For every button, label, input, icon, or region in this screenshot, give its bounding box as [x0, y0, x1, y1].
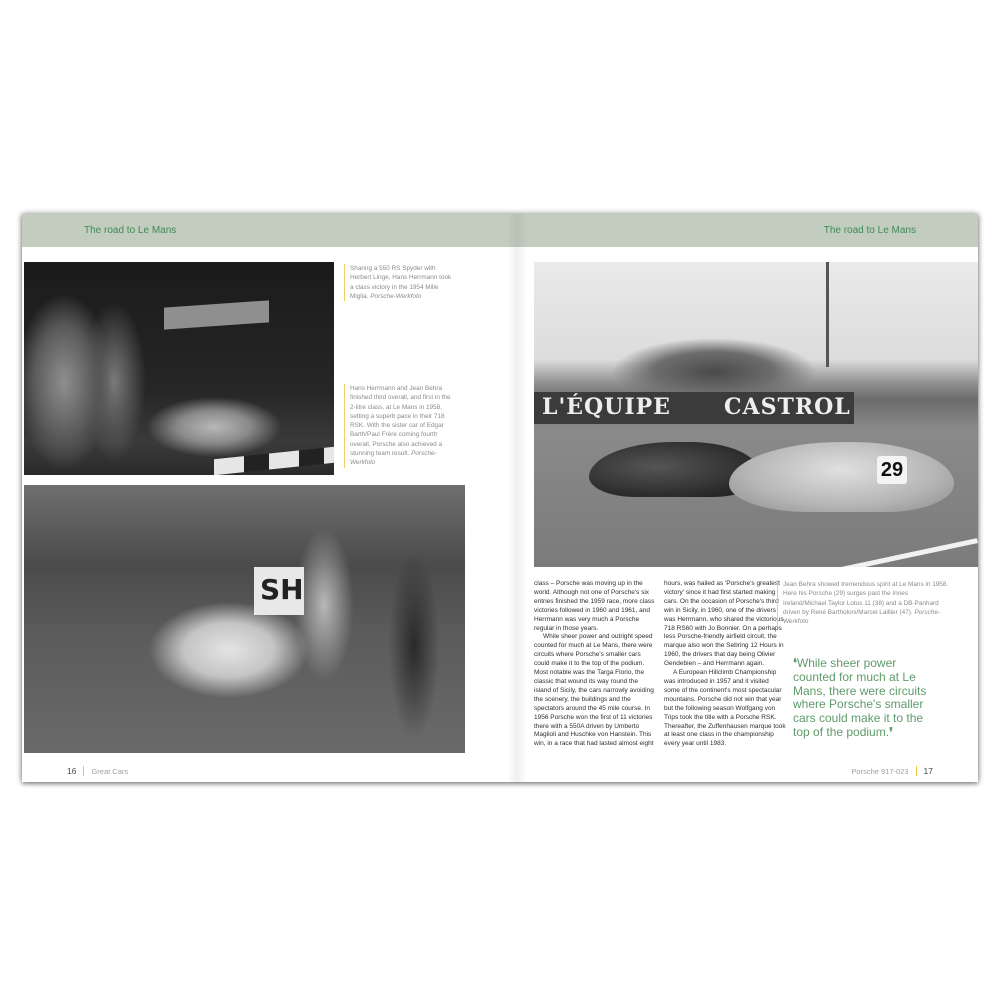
close-quote-icon: ❜ — [889, 724, 893, 739]
book-gutter — [507, 214, 527, 782]
car-number: 29 — [877, 456, 907, 484]
photo-credit: Porsche-Werkfoto — [370, 292, 422, 300]
running-head-right: The road to Le Mans — [823, 225, 916, 236]
body-column-1 — [534, 580, 656, 749]
track-line — [684, 538, 978, 567]
caption-text: Jean Behra showed tremendous spirit at Le Mans in 1958. Here his Porsche (29) surges past the Innes Ireland/Michael Taylor Lotus 11 (38) and a DB-Panhard driven by René Bartholoni/Marcel Laillier (47). — [783, 581, 949, 616]
night-start-photo — [24, 262, 334, 475]
caption-le-mans-1958 — [344, 384, 452, 468]
paragraph: A European Hillclimb Championship was introduced in 1957 and it visited some of the continent's most spectacular mountains. Porsche did not win that year but the following season Wolfgang von Trips took the title with a Porsche RSK. Thereafter, the Zuffenhausen marque took at least one class in the championship every year until 1983. — [664, 669, 786, 748]
running-head-left: The road to Le Mans — [84, 225, 177, 236]
folio-divider — [916, 766, 917, 776]
caption-text: Hans Herrmann and Jean Behra finished third overall, and first in the 2-litre class, at Le Mans in 1958, setting a superb pace in their 718 RSK. With the sister car of Edgar Barth/Paul Frère coming fourth overall, Porsche also achieved a stunning team result. — [350, 385, 451, 458]
kerb-stripes — [214, 447, 334, 475]
book-title: Great Cars — [91, 766, 129, 776]
telegraph-pole — [826, 262, 829, 367]
body-column-2 — [664, 580, 786, 749]
paragraph: class – Porsche was moving up in the world. Although not one of Porsche's six entries finished the 1959 race, more class victories followed in 1960 and 1961, and Herrmann was very much a Porsche regular in those years. — [534, 580, 655, 632]
porsche-car — [729, 442, 954, 512]
pull-quote — [793, 657, 933, 740]
pit-stop-photo — [24, 485, 465, 753]
pirelli-banner — [164, 300, 269, 329]
open-quote-icon: ❛ — [793, 656, 797, 670]
page-number: 17 — [923, 766, 933, 776]
shell-sign: SH — [254, 567, 304, 615]
book-title: Porsche 917-023 — [851, 766, 909, 776]
pull-quote-text: While sheer power counted for much at Le Mans, there were circuits where Porsche's smaller cars could make it to the top of the podium. — [793, 656, 927, 739]
header-band — [22, 214, 978, 247]
book-spread — [22, 214, 978, 782]
caption-text: Sharing a 550 RS Spyder with Herbert Linge, Hans Herrmann took a class victory in the 1954 Mille Miglia. — [350, 265, 452, 300]
photo-credit: Porsche-Werkfoto — [350, 450, 437, 467]
folio-divider — [83, 766, 84, 776]
paragraph: While sheer power and outright speed counted for much at Le Mans, there were circuits where Porsche's smaller cars could make it to the top of the podium. Most notable was the Targa Florio, the classic that wound its way round the island of Sicily, the cars narrowly avoiding the scenery, the buildings and the spectators around the 45 mile course. In 1956 Porsche won the first of 11 victories there with a 550A driven by Umberto Maglioli and Huschke von Hanstein. This win, in a race that had lasted almost eight — [534, 633, 654, 748]
photo-credit: Porsche-Werkfoto — [783, 608, 941, 626]
page-number: 16 — [67, 766, 77, 776]
paragraph: hours, was hailed as 'Porsche's greatest victory' since it had first started making cars. On the occasion of Porsche's third win in Sicily, in 1960, one of the drivers was Herrmann, who shared the victorious 718 RS60 with Jo Bonnier. On a perhaps less Porsche-friendly airfield circuit, the marque also won the Sebring 12 Hours in 1960, the drivers that day being Olivier Gendebien – and Herrmann again. — [664, 580, 784, 668]
trackside-hoarding: L'ÉQUIPE CASTROL — [534, 392, 854, 424]
folio-right — [851, 766, 933, 776]
caption-behra — [777, 580, 953, 626]
folio-left — [67, 766, 128, 776]
caption-mille-miglia — [344, 264, 452, 301]
race-action-photo — [534, 262, 978, 567]
